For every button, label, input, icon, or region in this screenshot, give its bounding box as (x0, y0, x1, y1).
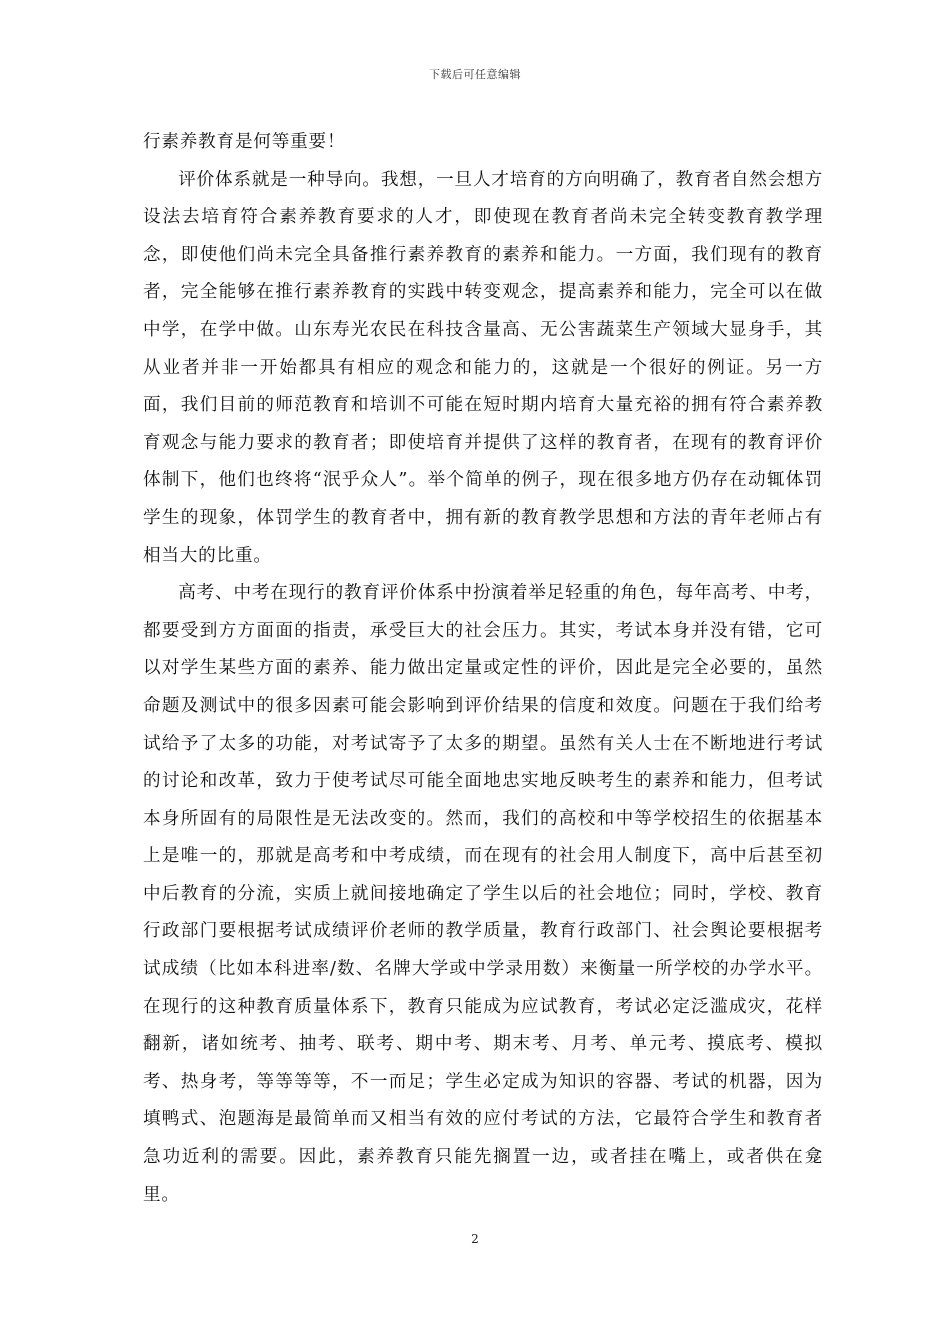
page-number: 2 (471, 1232, 479, 1246)
paragraph-exams: 高考、中考在现行的教育评价体系中扮演着举足轻重的角色，每年高考、中考，都要受到方方面面的指责，承受巨大的社会压力。其实，考试本身并没有错，它可以对学生某些方面的素养、能力做出定量或定性的评价，因此是完全必要的，虽然命题及测试中的很多因素可能会影响到评价结果的信度和效度。问题在于我们给考试给予了太多的功能，对考试寄予了太多的期望。虽然有关人士在不断地进行考试的讨论和改革，致力于使考试尽可能全面地忠实地反映考生的素养和能力，但考试本身所固有的局限性是无法改变的。然而，我们的高校和中等学校招生的依据基本上是唯一的，那就是高考和中考成绩，而在现有的社会用人制度下，高中后甚至初中后教育的分流，实质上就间接地确定了学生以后的社会地位；同时，学校、教育行政部门要根据考试成绩评价老师的教学质量，教育行政部门、社会舆论要根据考试成绩（比如本科进率/数、名牌大学或中学录用数）来衡量一所学校的办学水平。在现行的这种教育质量体系下，教育只能成为应试教育，考试必定泛滥成灾，花样翻新，诸如统考、抽考、联考、期中考、期末考、月考、单元考、摸底考、模拟考、热身考，等等等等，不一而足；学生必定成为知识的容器、考试的机器，因为填鸭式、泡题海是最简单而又相当有效的应付考试的方法，它最符合学生和教育者急功近利的需要。因此，素养教育只能先搁置一边，或者挂在嘴上，或者供在龛里。 (143, 583, 823, 1205)
paragraph-evaluation-system: 评价体系就是一种导向。我想，一旦人才培育的方向明确了，教育者自然会想方设法去培育符合素养教育要求的人才，即使现在教育者尚未完全转变教育教学理念，即使他们尚未完全具备推行素养教育的素养和能力。一方面，我们现有的教育者，完全能够在推行素养教育的实践中转变观念，提高素养和能力，完全可以在做中学，在学中做。山东寿光农民在科技含量高、无公害蔬菜生产领域大显身手，其从业者并非一开始都具有相应的观念和能力的，这就是一个很好的例证。另一方面，我们目前的师范教育和培训不可能在短时期内培育大量充裕的拥有符合素养教育观念与能力要求的教育者；即使培育并提供了这样的教育者，在现有的教育评价体制下，他们也终将“泯乎众人”。举个简单的例子，现在很多地方仍存在动辄体罚学生的现象，体罚学生的教育者中，拥有新的教育教学思想和方法的青年老师占有相当大的比重。 (143, 169, 823, 566)
page-header-note: 下载后可任意编辑 (429, 68, 521, 81)
paragraph-continuation: 行素养教育是何等重要！ (143, 132, 346, 152)
document-body (143, 124, 823, 1214)
